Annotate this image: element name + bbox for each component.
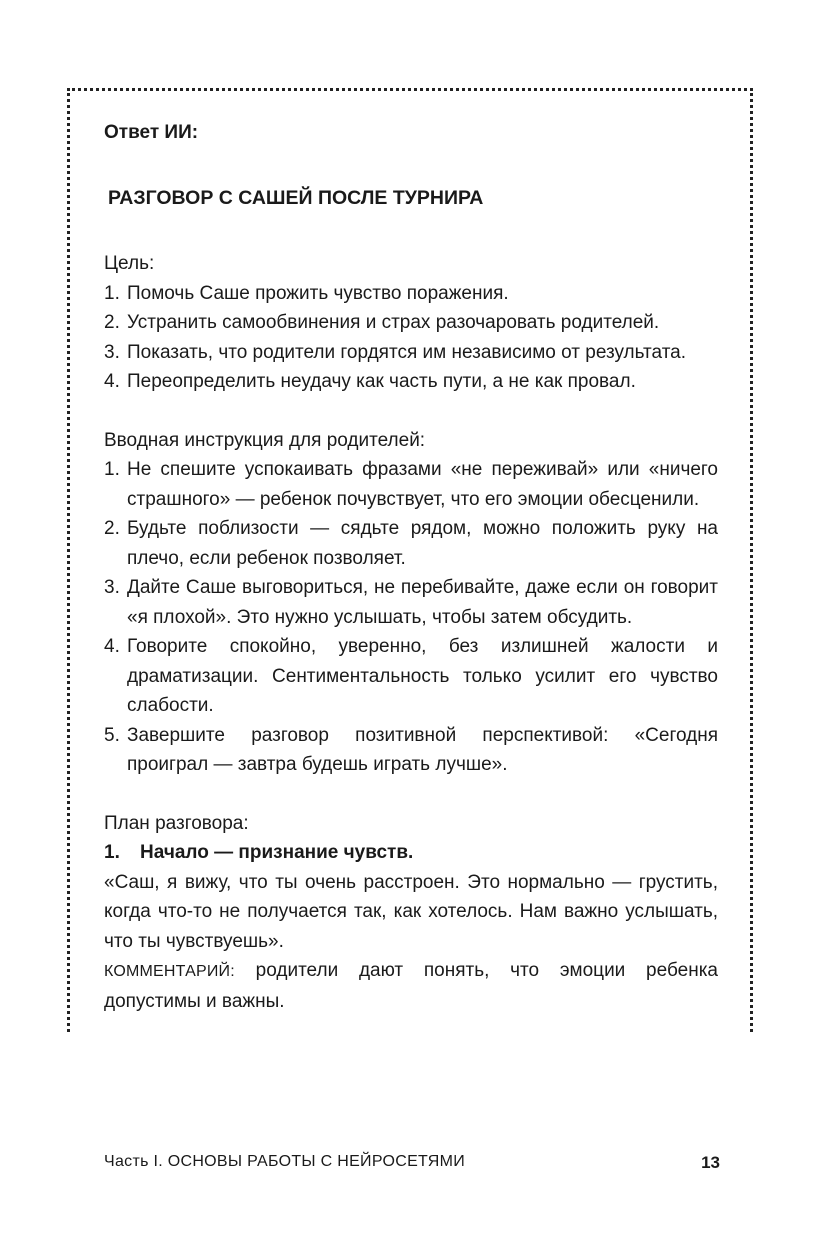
item-number: 2. — [104, 518, 120, 539]
step-title: Начало — признание чувств. — [140, 842, 414, 863]
list-item — [104, 721, 718, 780]
page-number: 13 — [701, 1153, 720, 1172]
item-text: Показать, что родители гордятся им независимо от результата. — [127, 341, 687, 363]
list-item — [104, 308, 718, 338]
page-content — [104, 118, 718, 1016]
footer-part: Часть I. — [104, 1153, 163, 1170]
list-item — [104, 367, 718, 397]
item-text: Не спешите успокаивать фразами «не переживай» или «ничего страшного» — ребенок почувствует, что его эмоции обесценили. — [127, 459, 718, 510]
list-item — [104, 338, 718, 368]
item-number: 3. — [104, 341, 120, 363]
comment-label: КОММЕНТАРИЙ: — [104, 963, 235, 980]
comment-text: родители дают понять, что эмоции ребенка допустимы и важны. — [104, 960, 718, 1012]
goals-list — [104, 279, 718, 397]
plan-step — [104, 838, 718, 868]
list-item — [104, 514, 718, 573]
answer-label: Ответ ИИ: — [104, 122, 199, 143]
footer-section: ОСНОВЫ РАБОТЫ С НЕЙРОСЕТЯМИ — [162, 1153, 466, 1170]
running-footer — [104, 1153, 465, 1171]
list-item — [104, 279, 718, 309]
item-number: 1. — [104, 282, 120, 304]
item-number: 1. — [104, 459, 120, 480]
item-number: 4. — [104, 636, 120, 657]
plan-quote: «Саш, я вижу, что ты очень расстроен. Это нормально — грустить, когда что-то не получается так, как хотелось. Нам важно услышать, что ты чувствуешь». — [104, 871, 718, 952]
intro-list — [104, 455, 718, 780]
item-text: Говорите спокойно, уверенно, без излишней жалости и драматизации. Сентиментальность только усилит его чувство слабости. — [127, 636, 718, 716]
goals-heading: Цель: — [104, 253, 155, 274]
item-text: Завершите разговор позитивной перспективой: «Сегодня проиграл — завтра будешь играть лучше». — [127, 724, 718, 775]
item-text: Устранить самообвинения и страх разочаровать родителей. — [127, 312, 660, 333]
section-title: РАЗГОВОР С САШЕЙ ПОСЛЕ ТУРНИРА — [108, 186, 484, 209]
intro-heading: Вводная инструкция для родителей: — [104, 429, 426, 451]
list-item — [104, 573, 718, 632]
item-number: 4. — [104, 371, 120, 392]
item-text: Переопределить неудачу как часть пути, а не как провал. — [127, 371, 636, 392]
list-item — [104, 632, 718, 721]
list-item — [104, 455, 718, 514]
plan-heading: План разговора: — [104, 812, 249, 834]
item-number: 5. — [104, 724, 120, 746]
step-number: 1. — [104, 842, 120, 863]
item-text: Помочь Саше прожить чувство поражения. — [127, 282, 509, 304]
item-text: Будьте поблизости — сядьте рядом, можно положить руку на плечо, если ребенок позволяет. — [127, 518, 718, 569]
item-number: 2. — [104, 312, 120, 333]
item-number: 3. — [104, 577, 120, 598]
item-text: Дайте Саше выговориться, не перебивайте, даже если он говорит «я плохой». Это нужно услышать, чтобы затем обсудить. — [127, 577, 718, 628]
plan-comment — [104, 956, 718, 1016]
